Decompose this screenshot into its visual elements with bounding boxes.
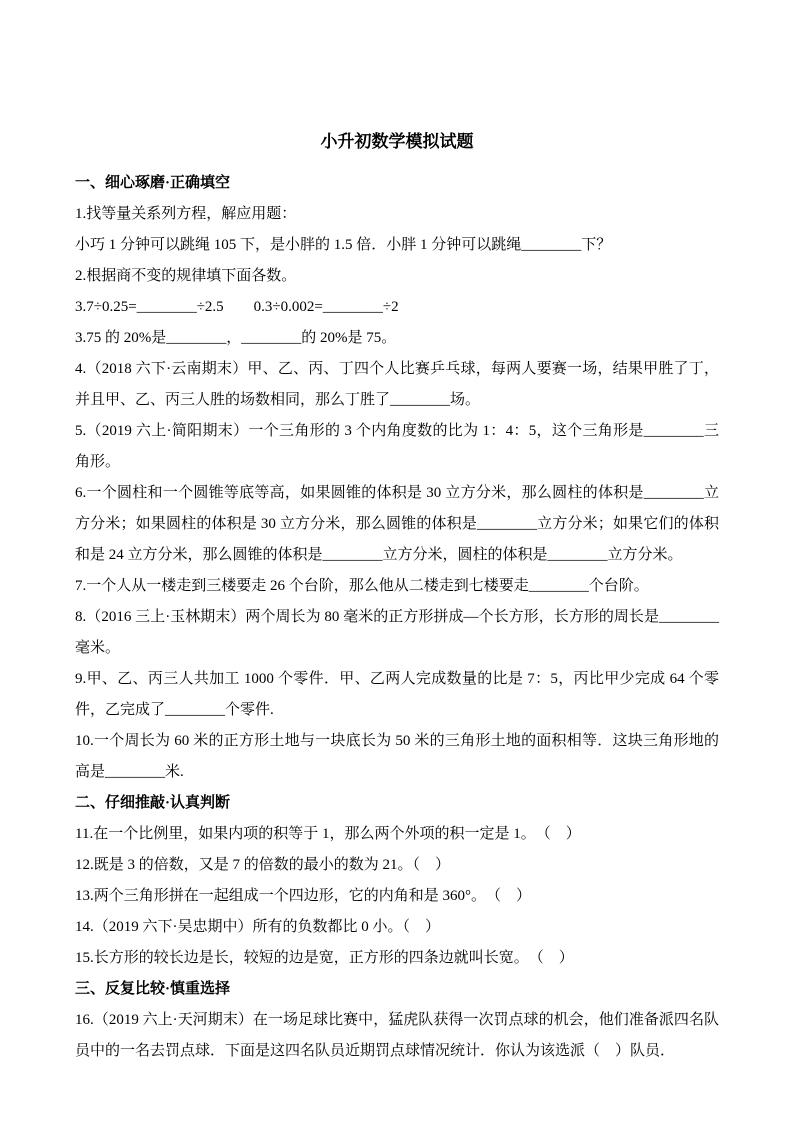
- page-title: 小升初数学模拟试题: [320, 132, 474, 151]
- question-2-equations: 3.7÷0.25=________÷2.5 0.3÷0.002=________÷2: [75, 299, 399, 315]
- question-9-text: 9.甲、乙、丙三人共加工 1000 个零件．甲、乙两人完成数量的比是 7：5，丙比甲少完成 64 个零件，乙完成了________个零件.: [75, 671, 719, 718]
- question-7-text: 7.一个人从一楼走到三楼要走 26 个台阶，那么他从二楼走到七楼要走________个台阶。: [75, 578, 649, 594]
- question-2-text: 2.根据商不变的规律填下面各数。: [75, 268, 297, 284]
- section-heading-fill-blanks: 一、细心琢磨·正确填空: [75, 175, 231, 191]
- section-heading-true-false: 二、仔细推敲·认真判断: [75, 795, 231, 811]
- section-heading-multiple-choice: 三、反复比较·慎重选择: [75, 981, 231, 997]
- question-6-text: 6.一个圆柱和一个圆锥等底等高，如果圆锥的体积是 30 立方分米，那么圆柱的体积是________立方分米；如果圆柱的体积是 30 立方分米，那么圆锥的体积是________立方分米；如果它们的体积和是 24 立方分米，那么圆锥的体积是________立方分米，圆柱的体积是________立方分米。: [75, 485, 719, 563]
- question-4-text: 4.（2018 六下·云南期末）甲、乙、丙、丁四个人比赛乒乓球，每两人要赛一场，结果甲胜了丁，并且甲、乙、丙三人胜的场数相同，那么丁胜了________场。: [75, 361, 719, 408]
- question-13-text: 13.两个三角形拼在一起组成一个四边形，它的内角和是 360°。 （ ）: [75, 888, 532, 904]
- question-15-text: 15.长方形的较长边是长，较短的边是宽，正方形的四条边就叫长宽。 （ ）: [75, 950, 574, 966]
- question-10-text: 10.一个周长为 60 米的正方形土地与一块底长为 50 米的三角形土地的面积相等．这块三角形地的高是________米.: [75, 733, 719, 780]
- question-1-continuation: 小巧 1 分钟可以跳绳 105 下，是小胖的 1.5 倍．小胖 1 分钟可以跳绳________下？: [75, 237, 612, 253]
- question-11-text: 11.在一个比例里，如果内项的积等于 1，那么两个外项的积一定是 1。 （ ）: [75, 826, 581, 842]
- question-3-text: 3.75 的 20%是________，________的 20%是 75。: [75, 330, 397, 346]
- question-5-text: 5.（2019 六上·简阳期末）一个三角形的 3 个内角度数的比为 1：4：5，这个三角形是________三角形。: [75, 423, 719, 470]
- question-12-text: 12.既是 3 的倍数，又是 7 的倍数的最小的数为 21。（ ）: [75, 857, 451, 873]
- question-8-text: 8.（2016 三上·玉林期末）两个周长为 80 毫米的正方形拼成—个长方形，长方形的周长是________毫米。: [75, 609, 719, 656]
- question-1-text: 1.找等量关系列方程，解应用题：: [75, 206, 297, 222]
- question-14-text: 14.（2019 六下·吴忠期中）所有的负数都比 0 小。（ ）: [75, 919, 440, 935]
- question-16-text: 16.（2019 六上·天河期末）在一场足球比赛中，猛虎队获得一次罚点球的机会，他们准备派四名队员中的一名去罚点球．下面是这四名队员近期罚点球情况统计．你认为该选派（ ）队员．: [75, 1012, 719, 1059]
